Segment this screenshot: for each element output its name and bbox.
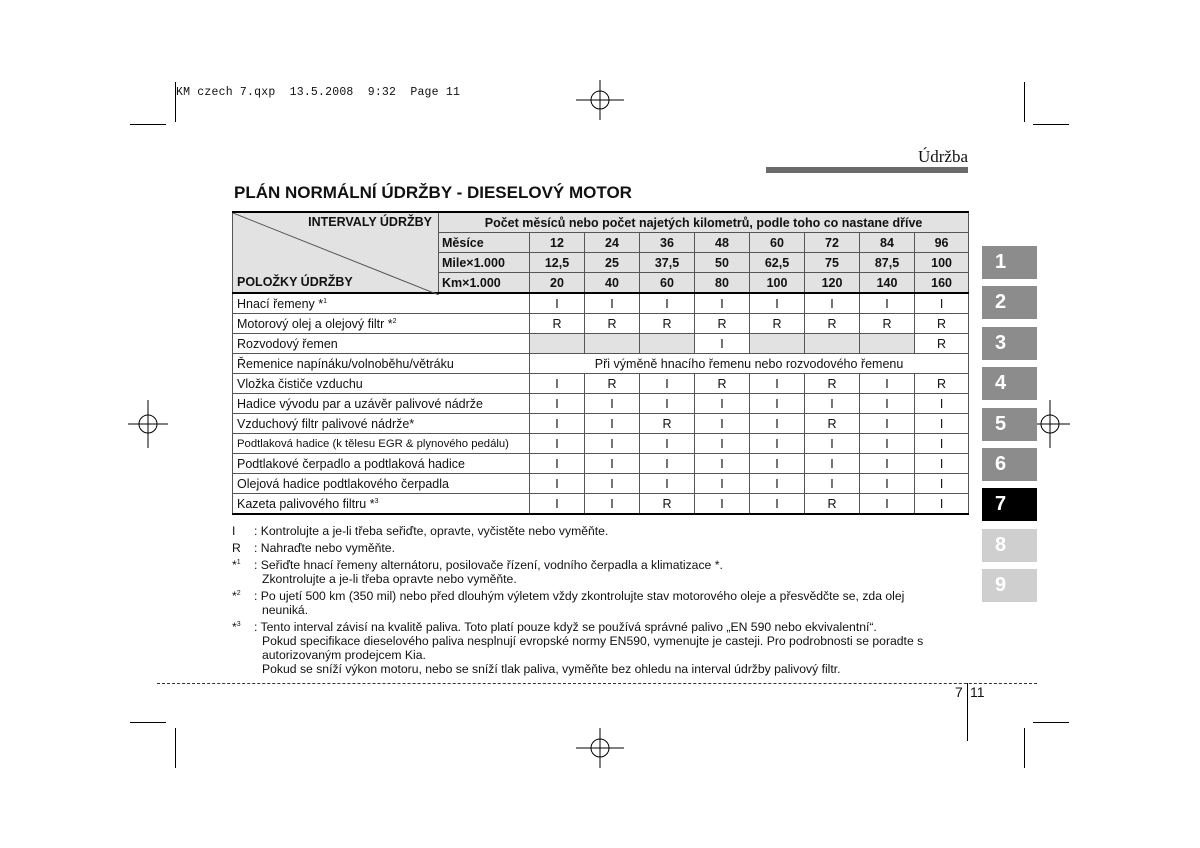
table-cell: I xyxy=(750,293,805,314)
legend-item xyxy=(232,558,962,586)
item-name-text: Motorový olej a olejový filtr xyxy=(237,316,388,331)
table-cell: I xyxy=(805,394,860,414)
table-cell: R xyxy=(915,314,969,334)
item-name-text: Vzduchový filtr palivové nádrže* xyxy=(237,416,415,431)
table-row xyxy=(233,374,969,394)
print-slug: KM czech 7.qxp 13.5.2008 9:32 Page 11 xyxy=(176,86,461,99)
table-cell: I xyxy=(915,474,969,494)
section-title: Údržba xyxy=(917,147,968,166)
legend-text: : Po ujetí 500 km (350 mil) nebo před dlouhým výletem vždy zkontrolujte stav motorového oleje a přesvědčte se, zda olej xyxy=(254,589,905,603)
table-cell: R xyxy=(805,374,860,394)
footnote-number: 1 xyxy=(323,297,328,305)
legend-mark: *$^1$ xyxy=(232,558,241,572)
chapter-tab-1[interactable]: 1 xyxy=(982,246,1037,279)
table-cell xyxy=(585,334,640,354)
page-title: PLÁN NORMÁLNÍ ÚDRŽBY - DIESELOVÝ MOTOR xyxy=(234,183,632,202)
table-cell: R xyxy=(915,334,969,354)
table-cell: I xyxy=(860,414,915,434)
table-cell: I xyxy=(695,454,750,474)
interval-value: 50 xyxy=(695,253,750,273)
interval-value: 100 xyxy=(750,273,805,294)
legend-mark: I xyxy=(232,524,236,538)
legend-mark: *$^2$ xyxy=(232,589,241,603)
table-cell: I xyxy=(805,434,860,454)
interval-value: 96 xyxy=(915,233,969,253)
table-cell: I xyxy=(695,494,750,515)
section-bar xyxy=(766,167,968,173)
table-cell: I xyxy=(915,454,969,474)
crop-mark xyxy=(1024,82,1025,122)
table-cell: I xyxy=(750,494,805,515)
table-cell: I xyxy=(530,414,585,434)
crop-mark xyxy=(1033,124,1069,125)
interval-value: 140 xyxy=(860,273,915,294)
table-cell: I xyxy=(860,454,915,474)
table-cell: R xyxy=(695,374,750,394)
page-number: 11 xyxy=(970,684,985,700)
table-cell: R xyxy=(805,314,860,334)
table-row xyxy=(233,474,969,494)
footnote-mark: *$^3$ xyxy=(369,496,379,511)
table-cell: I xyxy=(750,474,805,494)
item-name-text: Hadice vývodu par a uzávěr palivové nádrže xyxy=(237,396,483,411)
table-cell: I xyxy=(860,394,915,414)
registration-mark-top xyxy=(576,80,624,120)
span-note: Při výměně hnacího řemenu nebo rozvodového řemenu xyxy=(530,354,969,374)
table-cell: R xyxy=(805,494,860,515)
table-cell xyxy=(860,334,915,354)
table-cell: I xyxy=(695,414,750,434)
table-row xyxy=(233,454,969,474)
legend-text: Pokud specifikace dieselového paliva nesplnují evropské normy EN590, vymenujte je casteji. Pro podrobnosti se poradte s xyxy=(262,634,924,648)
interval-value: 36 xyxy=(640,233,695,253)
table-cell: I xyxy=(530,293,585,314)
table-cell: I xyxy=(860,434,915,454)
footnote-mark: *$^1$ xyxy=(318,296,328,311)
table-cell xyxy=(640,334,695,354)
legend-text: : Seřiďte hnací řemeny alternátoru, posilovače řízení, vodního čerpadla a klimatizace *. xyxy=(254,558,723,572)
item-name xyxy=(233,334,530,354)
chapter-tab-4[interactable]: 4 xyxy=(982,367,1037,400)
interval-value: 72 xyxy=(805,233,860,253)
chapter-tab-9[interactable]: 9 xyxy=(982,569,1037,602)
corner-label-intervals: INTERVALY ÚDRŽBY xyxy=(308,215,432,229)
legend-item xyxy=(232,620,962,676)
interval-value: 62,5 xyxy=(750,253,805,273)
chapter-tab-7[interactable]: 7 xyxy=(982,488,1037,521)
span-header: Počet měsíců nebo počet najetých kilometrů, podle toho co nastane dříve xyxy=(439,212,969,233)
footer-dotted-rule xyxy=(157,683,1037,684)
legend-text: Pokud se sníží výkon motoru, nebo se sníží tlak paliva, vyměňte bez ohledu na interval údržby palivový filtr. xyxy=(262,662,841,676)
interval-value: 100 xyxy=(915,253,969,273)
legend-text: : Tento interval závisí na kvalitě paliva. Toto platí pouze když se používá správné palivo „EN 590 nebo ekvivalentní“. xyxy=(254,620,877,634)
corner-label-items: POLOŽKY ÚDRŽBY xyxy=(237,275,353,289)
table-cell: I xyxy=(750,434,805,454)
item-name xyxy=(233,354,530,374)
table-row xyxy=(233,293,969,314)
table-cell: R xyxy=(585,374,640,394)
table-cell: R xyxy=(530,314,585,334)
table-cell: I xyxy=(585,293,640,314)
table-cell: I xyxy=(585,494,640,515)
interval-label: Km×1.000 xyxy=(439,273,530,294)
table-cell: I xyxy=(915,494,969,515)
interval-value: 75 xyxy=(805,253,860,273)
interval-value: 37,5 xyxy=(640,253,695,273)
table-cell: I xyxy=(750,414,805,434)
table-cell: I xyxy=(805,474,860,494)
table-cell xyxy=(805,334,860,354)
legend-text: : Nahraďte nebo vyměňte. xyxy=(254,541,395,555)
table-row xyxy=(233,314,969,334)
table-cell: I xyxy=(750,374,805,394)
table-cell xyxy=(530,334,585,354)
table-cell: I xyxy=(915,394,969,414)
crop-mark xyxy=(175,728,176,768)
footnote-number: 2 xyxy=(392,317,397,325)
table-cell: R xyxy=(695,314,750,334)
legend-mark: R xyxy=(232,541,241,555)
item-name xyxy=(233,314,530,334)
legend xyxy=(232,524,962,679)
table-row xyxy=(233,394,969,414)
table-cell: I xyxy=(695,434,750,454)
interval-value: 60 xyxy=(640,273,695,294)
legend-item xyxy=(232,524,962,538)
interval-value: 160 xyxy=(915,273,969,294)
item-name xyxy=(233,394,530,414)
item-name xyxy=(233,434,530,454)
table-cell: R xyxy=(640,494,695,515)
interval-value: 24 xyxy=(585,233,640,253)
table-row xyxy=(233,434,969,454)
table-cell: I xyxy=(530,454,585,474)
registration-mark-left xyxy=(128,400,168,448)
table-cell: I xyxy=(860,474,915,494)
interval-value: 40 xyxy=(585,273,640,294)
crop-mark xyxy=(130,124,166,125)
table-cell: I xyxy=(805,293,860,314)
table-cell: I xyxy=(585,474,640,494)
table-cell: I xyxy=(585,394,640,414)
interval-value: 12,5 xyxy=(530,253,585,273)
table-cell: I xyxy=(530,474,585,494)
item-name xyxy=(233,293,530,314)
legend-text: : Kontrolujte a je-li třeba seřiďte, opravte, vyčistěte nebo vyměňte. xyxy=(254,524,609,538)
table-cell: I xyxy=(805,454,860,474)
crop-mark xyxy=(1024,728,1025,768)
legend-text: autorizovaným prodejcem Kia. xyxy=(262,648,426,662)
table-cell: R xyxy=(585,314,640,334)
table-cell: R xyxy=(860,314,915,334)
table-cell: R xyxy=(805,414,860,434)
table-row xyxy=(233,414,969,434)
table-cell: I xyxy=(750,454,805,474)
table-cell: I xyxy=(915,293,969,314)
table-corner-cell xyxy=(233,212,439,293)
item-name-text: Hnací řemeny xyxy=(237,296,319,311)
item-name-text: Podtlaková hadice (k tělesu EGR & plynového pedálu) xyxy=(237,437,509,450)
interval-value: 87,5 xyxy=(860,253,915,273)
table-cell: I xyxy=(585,454,640,474)
legend-text: neuniká. xyxy=(262,603,309,617)
item-name-text: Rozvodový řemen xyxy=(237,336,338,351)
item-name-text: Kazeta palivového filtru xyxy=(237,496,370,511)
table-row xyxy=(233,494,969,515)
table-cell: I xyxy=(695,474,750,494)
interval-value: 80 xyxy=(695,273,750,294)
item-name xyxy=(233,494,530,515)
table-cell: R xyxy=(640,314,695,334)
table-cell: I xyxy=(695,293,750,314)
crop-mark xyxy=(130,722,166,723)
table-cell: I xyxy=(585,414,640,434)
table-cell: I xyxy=(695,334,750,354)
table-cell: I xyxy=(640,394,695,414)
legend-mark: *$^3$ xyxy=(232,620,241,634)
chapter-tab-6[interactable]: 6 xyxy=(982,448,1037,481)
table-cell: I xyxy=(750,394,805,414)
table-cell: I xyxy=(915,434,969,454)
crop-mark xyxy=(1033,722,1069,723)
item-name-text: Podtlakové čerpadlo a podtlaková hadice xyxy=(237,456,465,471)
table-cell xyxy=(750,334,805,354)
legend-item xyxy=(232,589,962,617)
table-cell: I xyxy=(915,414,969,434)
table-row xyxy=(233,354,969,374)
interval-label: Měsíce xyxy=(439,233,530,253)
chapter-tab-2[interactable]: 2 xyxy=(982,286,1037,319)
table-cell: I xyxy=(530,494,585,515)
interval-value: 12 xyxy=(530,233,585,253)
table-cell: R xyxy=(640,414,695,434)
item-name-text: Řemenice napínáku/volnoběhu/větráku xyxy=(237,356,454,371)
interval-value: 84 xyxy=(860,233,915,253)
item-name-text: Olejová hadice podtlakového čerpadla xyxy=(237,476,449,491)
item-name xyxy=(233,414,530,434)
table-cell: I xyxy=(640,374,695,394)
footer-page-divider xyxy=(967,683,968,741)
table-cell: I xyxy=(640,434,695,454)
interval-value: 25 xyxy=(585,253,640,273)
legend-item xyxy=(232,541,962,555)
table-cell: I xyxy=(860,374,915,394)
table-cell: I xyxy=(530,434,585,454)
table-cell: I xyxy=(640,454,695,474)
table-cell: R xyxy=(750,314,805,334)
table-cell: I xyxy=(530,374,585,394)
table-cell: I xyxy=(695,394,750,414)
chapter-tab-5[interactable]: 5 xyxy=(982,408,1037,441)
table-cell: I xyxy=(640,293,695,314)
table-row xyxy=(233,334,969,354)
table-cell: I xyxy=(640,474,695,494)
chapter-tab-3[interactable]: 3 xyxy=(982,327,1037,360)
maintenance-table xyxy=(232,211,969,515)
page-chapter-number: 7 xyxy=(955,684,963,700)
registration-mark-bottom xyxy=(576,728,624,768)
interval-value: 60 xyxy=(750,233,805,253)
interval-value: 120 xyxy=(805,273,860,294)
interval-value: 20 xyxy=(530,273,585,294)
item-name xyxy=(233,374,530,394)
table-cell: I xyxy=(860,494,915,515)
table-cell: I xyxy=(860,293,915,314)
table-header-row xyxy=(233,212,969,233)
chapter-tab-8[interactable]: 8 xyxy=(982,529,1037,562)
footnote-number: 3 xyxy=(374,497,379,505)
table-cell: I xyxy=(530,394,585,414)
item-name-text: Vložka čističe vzduchu xyxy=(237,376,363,391)
table-cell: I xyxy=(585,434,640,454)
table-cell: R xyxy=(915,374,969,394)
item-name xyxy=(233,474,530,494)
item-name xyxy=(233,454,530,474)
interval-label: Mile×1.000 xyxy=(439,253,530,273)
legend-text: Zkontrolujte a je-li třeba opravte nebo vyměňte. xyxy=(262,572,517,586)
interval-value: 48 xyxy=(695,233,750,253)
footnote-mark: *$^2$ xyxy=(387,316,397,331)
